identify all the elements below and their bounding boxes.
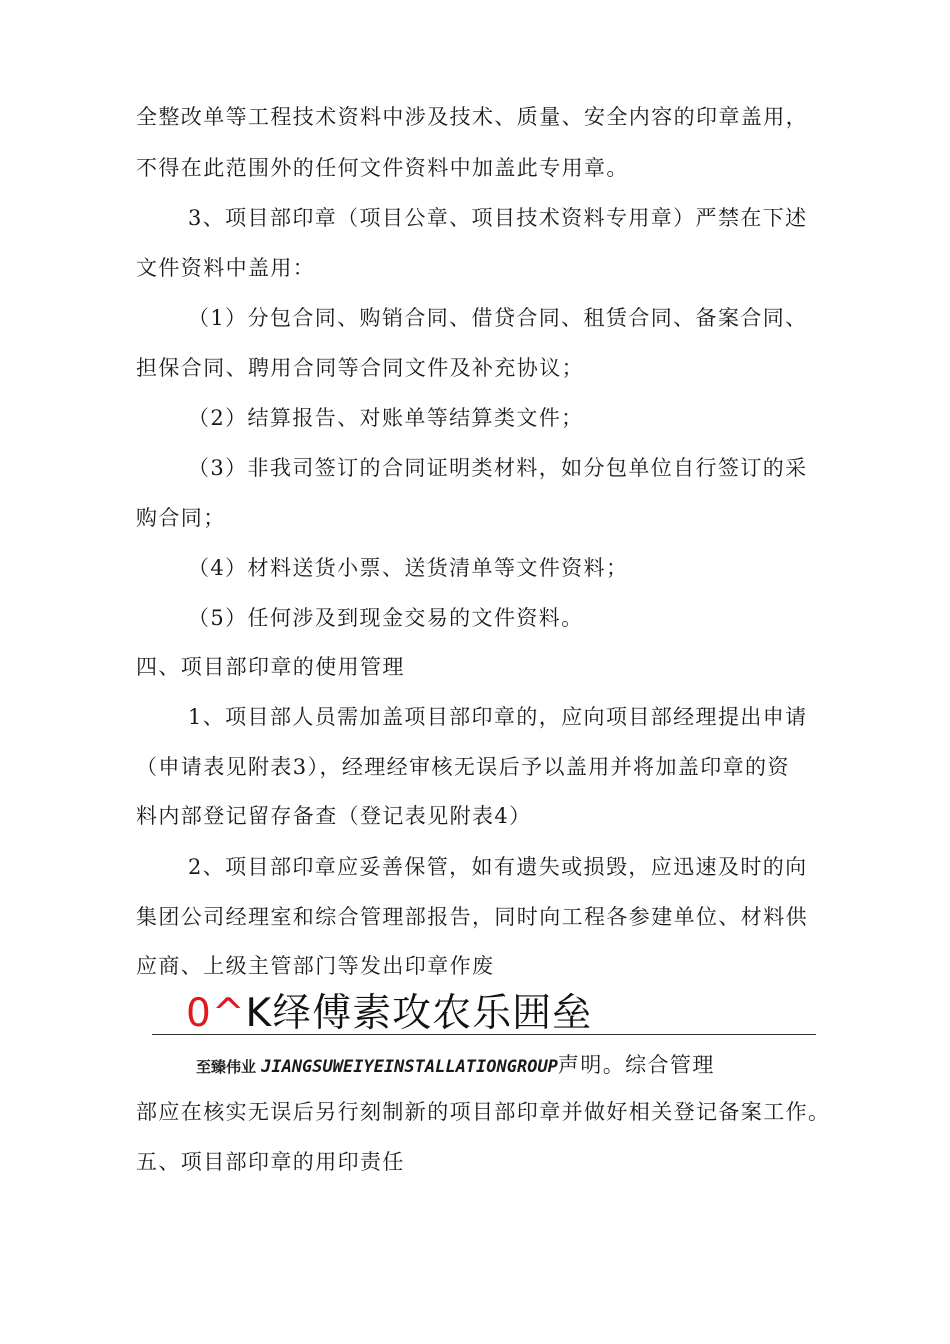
paragraph-line: （申请表见附表3），经理经审核无误后予以盖用并将加盖印章的资 [136, 755, 790, 779]
garbled-header [186, 990, 592, 1038]
paragraph-line: 部应在核实无误后另行刻制新的项目部印章并做好相关登记备案工作。 [136, 1100, 831, 1124]
list-item: （2）结算报告、对账单等结算类文件； [188, 406, 584, 430]
header-dark-text: K绎傅素攻农乐囲垒 [245, 991, 593, 1036]
paragraph-line: 3、项目部印章（项目公章、项目技术资料专用章）严禁在下述 [188, 206, 808, 230]
paragraph-line: 担保合同、聘用合同等合同文件及补充协议； [136, 356, 584, 380]
paragraph-line: 2、项目部印章应妥善保管，如有遗失或损毁，应迅速及时的向 [188, 855, 808, 879]
list-item: （4）材料送货小票、送货清单等文件资料； [188, 556, 629, 580]
header-divider [152, 1034, 816, 1035]
paragraph-line: 购合同； [136, 506, 226, 530]
paragraph-line: 料内部登记留存备查（登记表见附表4） [136, 804, 532, 828]
paragraph-line: 不得在此范围外的任何文件资料中加盖此专用章。 [136, 156, 629, 180]
company-cn-name: 至臻伟业 [196, 1058, 257, 1076]
paragraph-line: 1、项目部人员需加盖项目部印章的，应向项目部经理提出申请 [188, 705, 808, 729]
list-item: （5）任何涉及到现金交易的文件资料。 [188, 606, 584, 630]
paragraph-line: 集团公司经理室和综合管理部报告，同时向工程各参建单位、材料供 [136, 905, 808, 929]
list-item: （3）非我司签订的合同证明类材料，如分包单位自行签订的采 [188, 456, 808, 480]
company-en-name: JIANGSUWEIYEINSTALLATIONGROUP [261, 1057, 558, 1077]
paragraph-line: 应商、上级主管部门等发出印章作废 [136, 954, 495, 978]
company-line-tail: 声明。综合管理 [557, 1053, 715, 1077]
list-item: （1）分包合同、购销合同、借贷合同、租赁合同、备案合同、 [188, 306, 808, 330]
section-heading: 四、项目部印章的使用管理 [136, 655, 405, 679]
paragraph-line: 全整改单等工程技术资料中涉及技术、质量、安全内容的印章盖用， [136, 105, 808, 129]
section-heading: 五、项目部印章的用印责任 [136, 1150, 405, 1174]
company-line [196, 1050, 715, 1082]
header-red-text: 0^ [186, 991, 246, 1036]
paragraph-line: 文件资料中盖用： [136, 256, 316, 280]
